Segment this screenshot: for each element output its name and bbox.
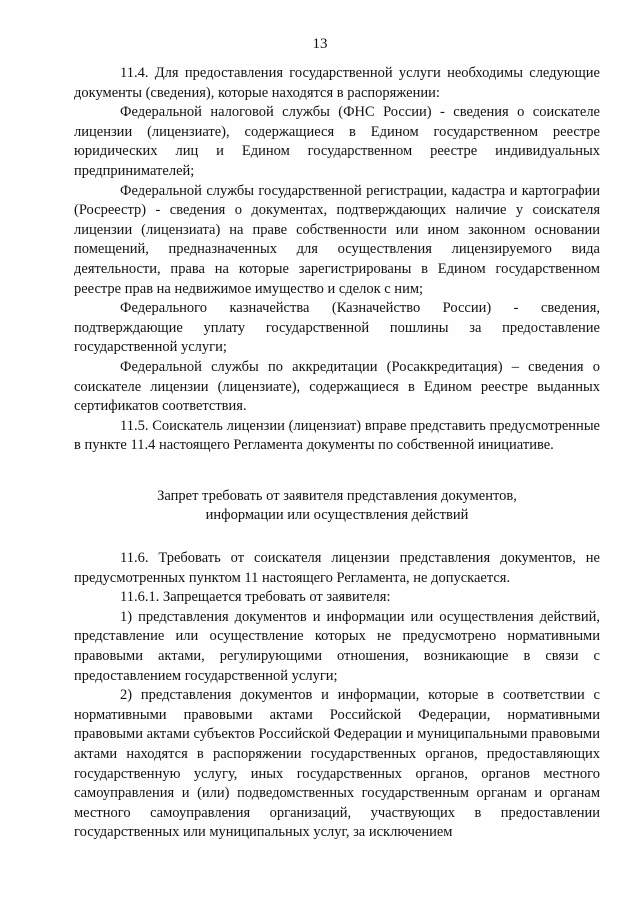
paragraph-11-6: 11.6. Требовать от соискателя лицензии представления документов, не предусмотренных пунктом 11 настоящего Регламента, не допускается. [74, 550, 600, 586]
page-number: 13 [312, 36, 328, 52]
paragraph-11-4: 11.4. Для предоставления государственной услуги необходимы следующие документы (сведения), которые находятся в распоряжении: [74, 65, 600, 101]
paragraph-rosreestr: Федеральной службы государственной регистрации, кадастра и картографии (Росреестр) - сведения о документах, подтверждающих наличие у соискателя лицензии (лицензиата) на праве собственности или ином законном основании помещений, предназначенных для осуществления лицензируемого вида деятельности, права на которые зарегистрированы в Едином государственном реестре прав на недвижимое имущество и сделок с ним; [74, 182, 600, 297]
section-heading-line-2: информации или осуществления действий [205, 507, 469, 524]
paragraph-11-6-1: 11.6.1. Запрещается требовать от заявителя: [120, 589, 391, 606]
section-heading-line-1: Запрет требовать от заявителя представления документов, [157, 487, 517, 504]
document-body [74, 64, 600, 843]
spacer [74, 456, 600, 487]
paragraph-fns: Федеральной налоговой службы (ФНС России) - сведения о соискателе лицензии (лицензиате), содержащиеся в Едином государственном реестре юридических лиц и Едином государственном реестре индивидуальных предпринимателей; [74, 104, 600, 179]
paragraph-rosakkreditatsiya: Федеральной службы по аккредитации (Росаккредитация) – сведения о соискателе лицензии (лицензиате), содержащиеся в Едином реестре выданных сертификатов соответствия. [74, 358, 600, 415]
list-item-1: 1) представления документов и информации или осуществления действий, представление или осуществление которых не предусмотрено нормативными правовыми актами, регулирующими отношения, возникающие в связи с предоставлением государственной услуги; [74, 608, 600, 684]
paragraph-treasury: Федерального казначейства (Казначейство России) - сведения, подтверждающие уплату государственной пошлины за предоставление государственной услуги; [74, 300, 600, 356]
paragraph-11-5: 11.5. Соискатель лицензии (лицензиат) вправе представить предусмотренные в пункте 11.4 настоящего Регламента документы по собственной инициативе. [74, 417, 600, 454]
spacer [74, 526, 600, 549]
list-item-2: 2) представления документов и информации, которые в соответствии с нормативными правовыми актами Российской Федерации, нормативными правовыми актами субъектов Российской Федерации и муниципальными правовыми актами находятся в распоряжении государственных органов, предоставляющих государственную услугу, иных государственных органов, органов местного самоуправления и (или) подведомственных государственным органам и органам местного самоуправления организаций, участвующих в предоставлении государственных или муниципальных услуг, за исключением [74, 687, 600, 841]
